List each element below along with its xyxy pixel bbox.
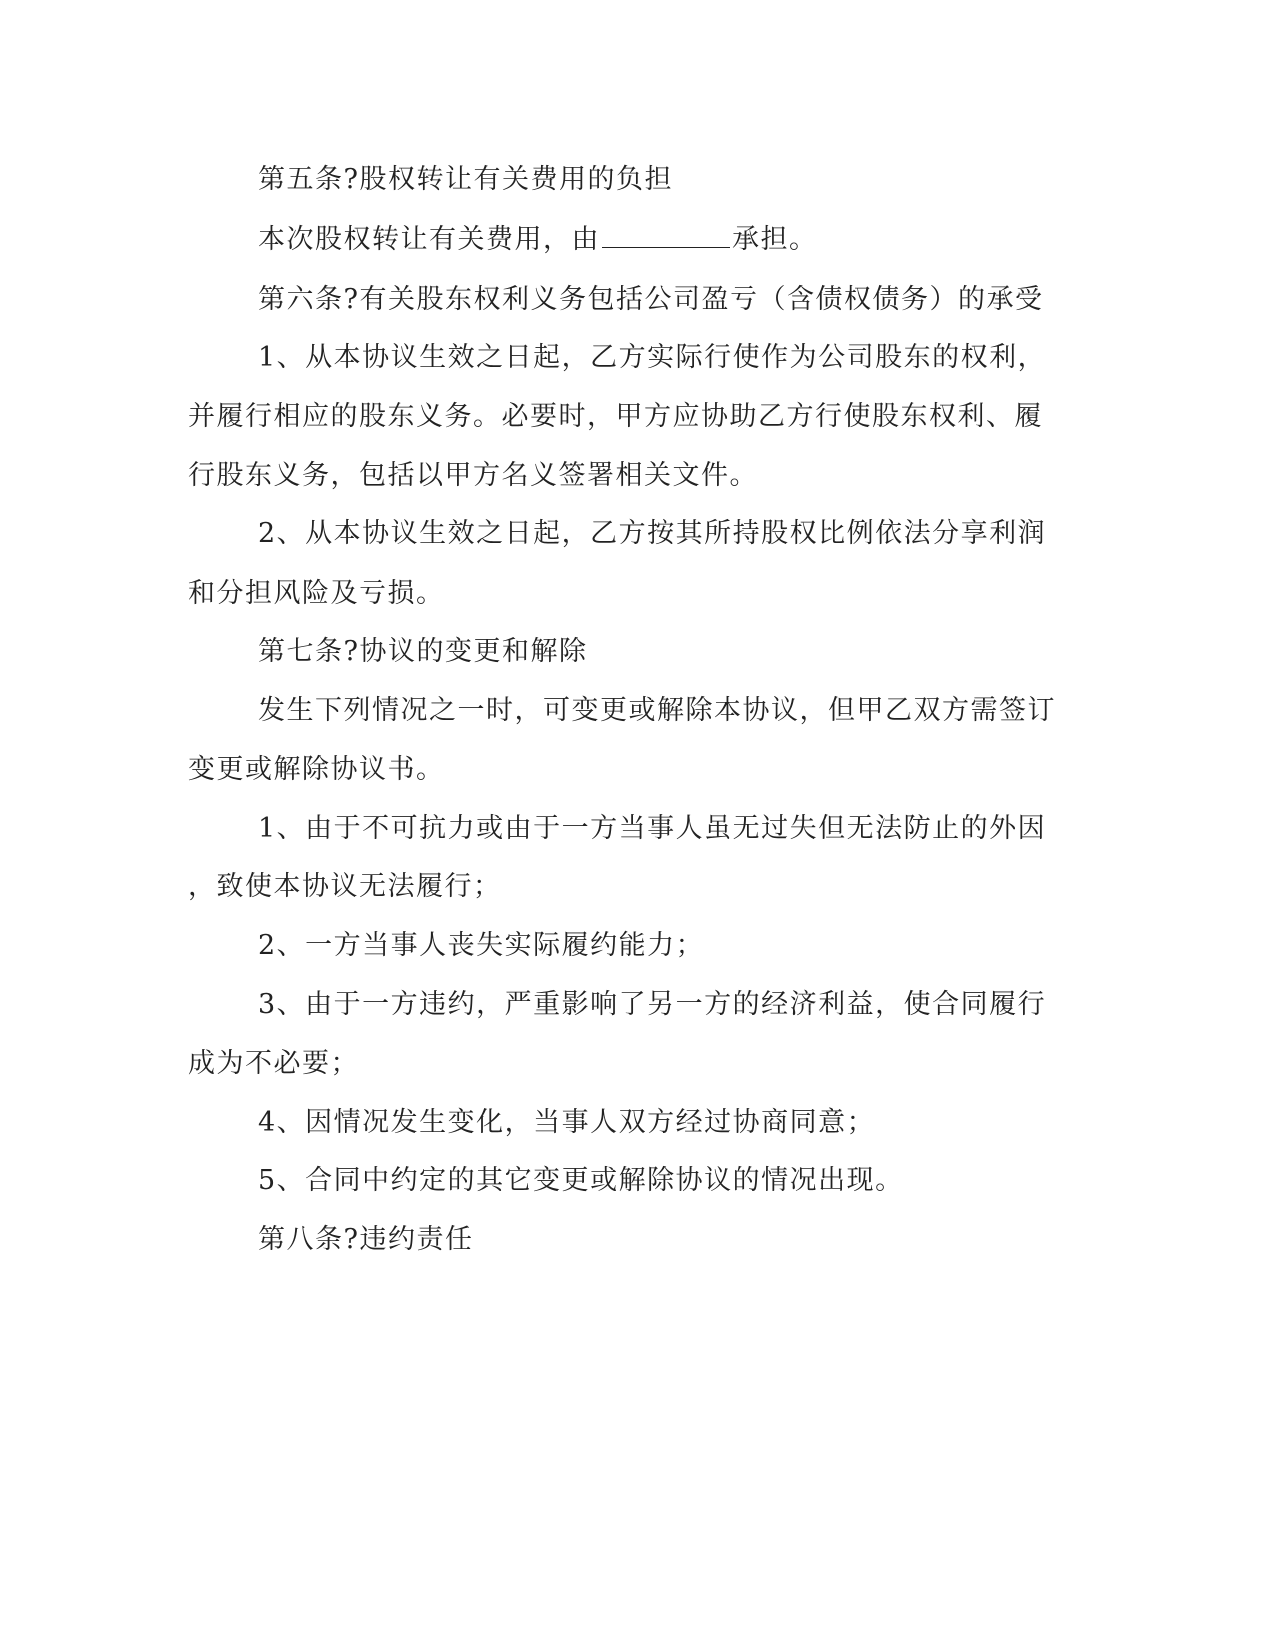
article-6-heading: 第六条?有关股东权利义务包括公司盈亏（含债权债务）的承受 <box>258 284 1044 315</box>
fee-bearer-text: 本次股权转让有关费用，由 <box>258 224 600 255</box>
article-7-item-1-line-1: 1、由于不可抗力或由于一方当事人虽无过失但无法防止的外因 <box>258 813 1047 844</box>
article-7-intro-line-1: 发生下列情况之一时，可变更或解除本协议，但甲乙双方需签订 <box>258 695 1056 726</box>
article-7-item-5: 5、合同中约定的其它变更或解除协议的情况出现。 <box>258 1165 904 1196</box>
article-5-heading: 第五条?股权转让有关费用的负担 <box>258 164 673 195</box>
article-6-item-1-line-1: 1、从本协议生效之日起，乙方实际行使作为公司股东的权利， <box>258 342 1047 373</box>
article-7-item-3-line-2: 成为不必要； <box>188 1048 359 1079</box>
article-7-item-1-line-2: ，致使本协议无法履行； <box>188 871 502 902</box>
paragraph-fee-bearer <box>258 223 818 257</box>
article-8-heading: 第八条?违约责任 <box>258 1224 474 1255</box>
article-7-heading: 第七条?协议的变更和解除 <box>258 636 588 667</box>
article-7-intro-line-2: 变更或解除协议书。 <box>188 754 445 785</box>
article-6-item-1-line-3: 行股东义务，包括以甲方名义签署相关文件。 <box>188 460 758 491</box>
fee-bearer-blank <box>602 225 730 248</box>
article-6-item-1-line-2: 并履行相应的股东义务。必要时，甲方应协助乙方行使股东权利、履 <box>188 401 1043 432</box>
article-6-item-2-line-1: 2、从本协议生效之日起，乙方按其所持股权比例依法分享利润 <box>258 518 1047 549</box>
article-7-item-2: 2、一方当事人丧失实际履约能力； <box>258 930 705 961</box>
article-6-item-2-line-2: 和分担风险及亏损。 <box>188 578 445 609</box>
article-7-item-3-line-1: 3、由于一方违约，严重影响了另一方的经济利益，使合同履行 <box>258 989 1047 1020</box>
fee-bearer-text-end: 承担。 <box>732 224 818 255</box>
article-7-item-4: 4、因情况发生变化，当事人双方经过协商同意； <box>258 1107 876 1138</box>
